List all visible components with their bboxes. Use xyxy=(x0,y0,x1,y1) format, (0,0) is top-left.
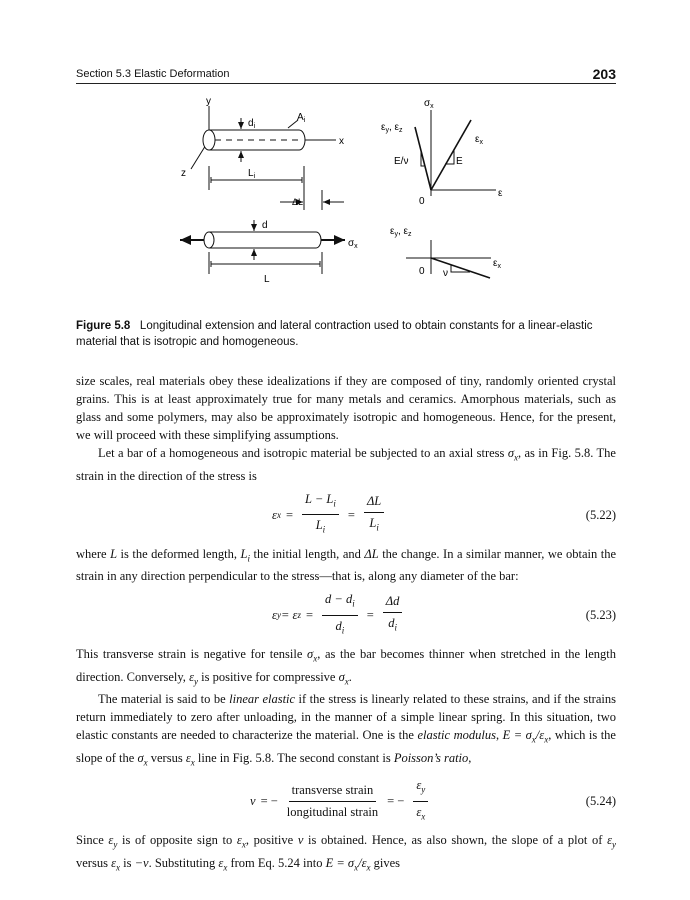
caption-text: Longitudinal extension and lateral contraction used to obtain constants for a linear-elastic material that is isotropic and homogeneous. xyxy=(76,320,593,348)
line-nu xyxy=(431,258,490,278)
label-li: $L_i$ xyxy=(248,168,256,180)
initial-bar xyxy=(209,130,305,150)
figure-5-8 xyxy=(76,92,616,314)
g-label-eps: ε xyxy=(498,188,503,199)
equation-5-24: ν = − $\frac{\text{transverse strain}}{\text{longitudinal strain}}$ = − $\frac{\varepsilon_y}{\varepsilon_x}$ (5.24) xyxy=(250,778,616,821)
g-label-eyz: $\varepsilon_y$, $\varepsilon_z$ xyxy=(381,122,403,134)
figure-caption xyxy=(76,318,621,350)
paragraph-2: Let a bar of a homogeneous and isotropic material be subjected to an axial stress $\sigma_x$, as in Fig. 5.8. The strain in the direction of the stress is xyxy=(76,446,616,483)
g2-label-ex: $\varepsilon_x$ xyxy=(493,258,501,270)
g-label-sigma: $\sigma_x$ xyxy=(424,98,434,110)
equation-5-22: ε x = $\frac{L - L_i}{L_i}$ = $\frac{\Delta L}{L_i}$ (5.22) xyxy=(272,491,616,535)
g2-label-eyz: $\varepsilon_y$, $\varepsilon_z$ xyxy=(390,226,412,238)
g2-label-nu: ν xyxy=(443,268,448,279)
equation-number: (5.22) xyxy=(585,507,616,522)
label-d: d xyxy=(262,220,268,231)
line-eyz xyxy=(415,127,431,190)
paragraph-1: size scales, real materials obey these idealizations if they are composed of tiny, randomly oriented crystal grains. This is at least approximately true for many metals and ceramics. Amorphous materials, such as glass and some polymers, may also be approximately isotropic and homogeneous. Hence, for the present, we will proceed with these simplifying assumptions. xyxy=(76,374,616,442)
running-header xyxy=(76,66,616,84)
g-label-zero: 0 xyxy=(419,196,425,207)
header-rule xyxy=(76,83,616,84)
line-ex xyxy=(431,120,471,190)
paragraph-5: The material is said to be linear elastic if the stress is linearly related to these strains, and if the strains return immediately to zero after unloading, in the manner of a simple linear spring. In this situation, two elastic constants are needed to characterize the material. One is the elastic modulus, $E = \sigma_x/\varepsilon_x$, which is the slope of the $\sigma_x$ versus $\varepsilon_x$ line in Fig. 5.8. The second constant is Poisson’s ratio, xyxy=(76,692,616,767)
page-number: 203 xyxy=(592,66,616,82)
paragraph-6: Since $\varepsilon_y$ is of opposite sign to $\varepsilon_x$, positive ν is obtained. Hence, as also shown, the slope of a plot of $\varepsilon_y$ versus $\varepsilon_x$ is −ν. Substituting $\varepsilon_x$ from Eq. 5.24 into $E = \sigma_x/\varepsilon_x$ gives xyxy=(76,833,617,872)
g-label-ex: $\varepsilon_x$ xyxy=(475,134,483,146)
equation-number: (5.23) xyxy=(585,608,616,622)
label-y: y xyxy=(206,96,211,107)
label-sigma-x: $\sigma_x$ xyxy=(348,238,358,250)
label-x: x xyxy=(339,136,344,147)
g2-label-zero: 0 xyxy=(419,266,425,277)
stress-strain-graph xyxy=(415,110,496,196)
g-label-ev: E/ν xyxy=(394,156,409,167)
figure-label: Figure 5.8 xyxy=(76,320,131,332)
equation-5-23: ε y = ε z = $\frac{d - d_i}{d_i}$ = $\frac{\Delta d}{d_i}$ (5.23) xyxy=(272,592,616,635)
section-title: Section 5.3 Elastic Deformation xyxy=(76,68,230,80)
initial-bar-end xyxy=(203,130,215,150)
label-l: L xyxy=(264,274,270,285)
label-z: z xyxy=(181,168,186,179)
paragraph-3: where L is the deformed length, $L_i$ the initial length, and ΔL the change. In a similar manner, we obtain the strain in any direction perpendicular to the stress—that is, along any diameter of the bar: xyxy=(76,546,616,583)
equation-number: (5.24) xyxy=(585,794,616,808)
initial-bar-diagram xyxy=(191,106,344,210)
deformed-bar xyxy=(209,232,321,248)
body-text xyxy=(76,372,616,876)
label-di: $d_i$ xyxy=(248,118,256,130)
paragraph-4: This transverse strain is negative for tensile $\sigma_x$, as the bar becomes thinner when stretched in the length direction. Conversely, $\varepsilon_y$ is positive for compressive $\sigma_x$. xyxy=(76,647,616,686)
label-ai: $A_i$ xyxy=(297,112,306,124)
label-delta-l: ΔL xyxy=(292,197,304,207)
g-label-e: E xyxy=(456,156,463,167)
